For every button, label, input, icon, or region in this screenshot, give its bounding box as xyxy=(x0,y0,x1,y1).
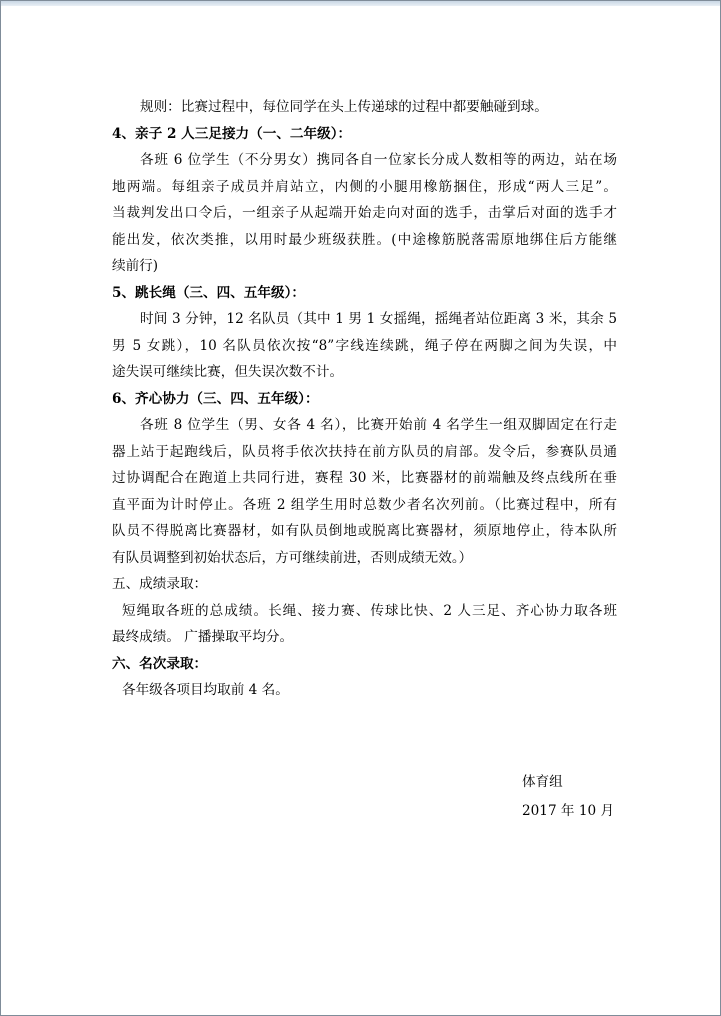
paragraph-line: 过协调配合在跑道上共同行进，赛程 30 米，比赛器材的前端触及终点线所在垂 xyxy=(112,470,617,486)
paragraph-line: 各年级各项目均取前 4 名。 xyxy=(122,682,289,698)
paragraph-line: 器上站于起跑线后，队员将手依次扶持在前方队员的肩部。发令后，参赛队员通 xyxy=(112,443,617,460)
paragraph-line: 最终成绩。 广播操取平均分。 xyxy=(112,629,294,645)
paragraph-line: 队员不得脱离比赛器材，如有队员倒地或脱离比赛器材，须原地停止，待本队所 xyxy=(112,523,617,539)
document-page xyxy=(112,94,617,704)
rule-text: 规则：比赛过程中，每位同学在头上传递球的过程中都要触碰到球。 xyxy=(140,99,548,115)
paragraph-line: 续前行) xyxy=(112,258,159,274)
section-heading-4: 4、亲子 2 人三足接力（一、二年级）： xyxy=(112,125,352,142)
section-heading-ranking: 六、名次录取： xyxy=(112,655,208,672)
paragraph-line: 当裁判发出口令后，一组亲子从起端开始走向对面的选手，击掌后对面的选手才 xyxy=(112,205,617,221)
section-heading-5: 5、跳长绳（三、四、五年级）： xyxy=(112,284,305,301)
paragraph-line: 地两端。每组亲子成员并肩站立，内侧的小腿用橡筋捆住，形成“两人三足”。 xyxy=(112,178,617,195)
window-top-edge xyxy=(1,1,720,6)
paragraph-line: 能出发，依次类推，以用时最少班级获胜。(中途橡筋脱落需原地绑住后方能继 xyxy=(112,231,617,248)
paragraph-line: 时间 3 分钟，12 名队员（其中 1 男 1 女摇绳，摇绳者站位距离 3 米，其余 5 xyxy=(140,311,617,327)
paragraph-line: 短绳取各班的总成绩。长绳、接力赛、传球比快、2 人三足、齐心协力取各班 xyxy=(122,602,617,619)
section-heading-results: 五、成绩录取： xyxy=(112,576,208,592)
signature-date: 2017 年 10 月 xyxy=(522,803,615,819)
paragraph-line: 各班 8 位学生（男、女各 4 名），比赛开始前 4 名学生一组双脚固定在行走 xyxy=(140,417,617,433)
section-heading-6: 6、齐心协力（三、四、五年级）： xyxy=(112,390,319,407)
signature-dept: 体育组 xyxy=(522,774,563,790)
paragraph-line: 直平面为计时停止。各班 2 组学生用时总数少者名次列前。（比赛过程中，所有 xyxy=(112,496,617,513)
paragraph-line: 途失误可继续比赛，但失误次数不计。 xyxy=(112,364,344,380)
paragraph-line: 男 5 女跳），10 名队员依次按“8”字线连续跳，绳子停在两脚之间为失误，中 xyxy=(112,337,617,354)
paragraph-line: 有队员调整到初始状态后，方可继续前进，否则成绩无效。） xyxy=(112,549,473,566)
paragraph-line: 各班 6 位学生（不分男女）携同各自一位家长分成人数相等的两边，站在场 xyxy=(140,152,617,168)
